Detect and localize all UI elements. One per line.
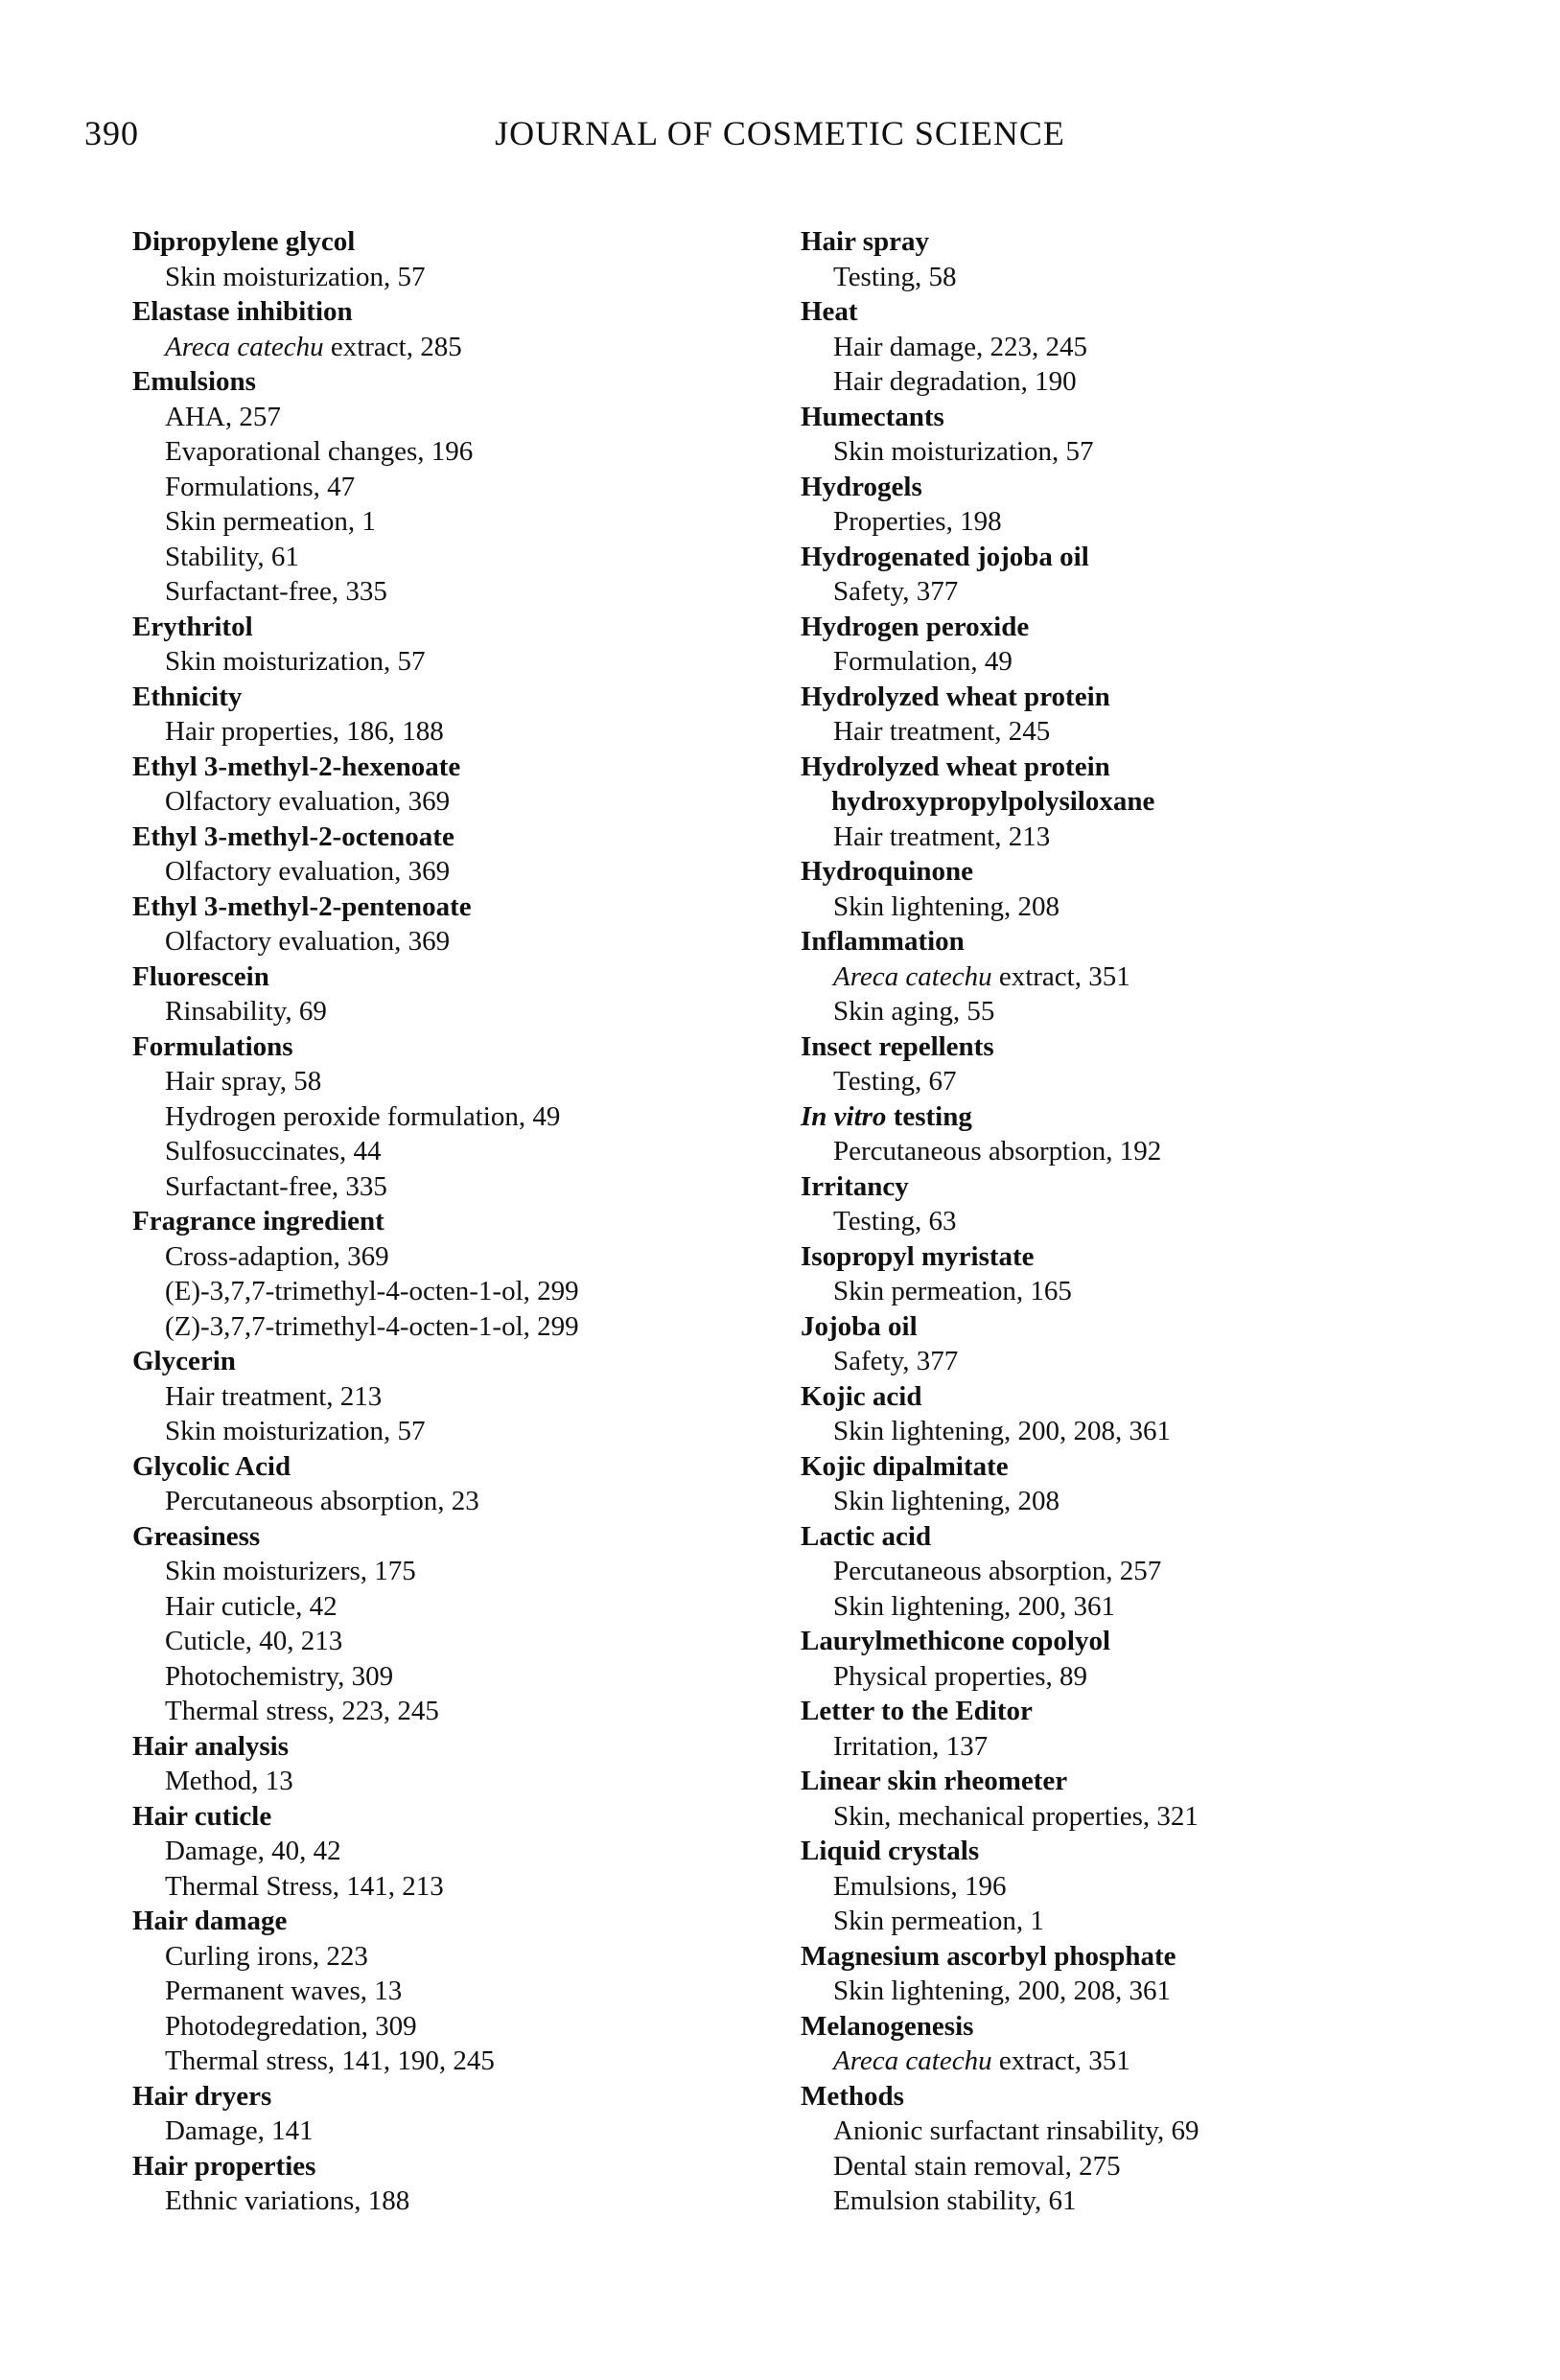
index-entry [801,1449,1433,1519]
index-subentry: Damage, 141 [165,2115,314,2146]
index-column-left [132,224,765,2219]
index-subentry: Thermal stress, 223, 245 [165,1696,439,1726]
index-subentry: Hair properties, 186, 188 [165,716,444,747]
index-entry [132,1799,765,1905]
index-term-text: Lactic acid [801,1520,932,1552]
index-term-text: Melanogenesis [801,2010,974,2042]
index-subentry: Skin moisturization, 57 [833,436,1094,467]
index-term-text: Humectants [801,401,944,432]
index-subentry: Hair treatment, 213 [165,1380,383,1412]
index-entry [132,1449,765,1519]
index-term [801,1099,1433,1135]
index-term-text: Formulations [132,1030,293,1062]
index-term [132,1344,765,1379]
index-entry [132,224,765,294]
index-subentry: Hair spray, 58 [165,1066,322,1097]
index-term-text: Hair damage [132,1906,288,1936]
index-subentry: Hair treatment, 213 [833,820,1051,852]
index-subentry: Skin moisturizers, 175 [165,1556,416,1586]
index-entry [132,610,765,680]
index-term [801,1029,1433,1065]
index-subentry: Percutaneous absorption, 257 [833,1556,1162,1586]
index-subentry: Cuticle, 40, 213 [165,1626,343,1656]
index-term-text: Hair dryers [132,2080,272,2112]
index-entry [801,1834,1433,1939]
index-term [801,540,1433,575]
index-entry [132,1519,765,1729]
index-entry [132,750,765,820]
index-term [132,1799,765,1835]
index-entry [801,680,1433,750]
index-term-text: Letter to the Editor [801,1696,1033,1726]
index-term-text: Irritancy [801,1170,909,1202]
index-term-text: Insect repellents [801,1030,994,1062]
index-term [801,2009,1433,2045]
index-term-text: Hydrolyzed wheat protein [801,751,1110,782]
index-entry [801,540,1433,610]
index-subentry: Hair damage, 223, 245 [833,331,1087,362]
index-term-text: Hair analysis [132,1730,290,1762]
index-subentry: Skin, mechanical properties, 321 [833,1800,1199,1832]
index-subentry-text: extract, 351 [991,960,1130,992]
index-entry [132,1029,765,1205]
index-subentry: Skin moisturization, 57 [165,1416,426,1446]
index-entry [132,364,765,610]
index-subentry: Hair degradation, 190 [833,366,1077,397]
index-term [132,2149,765,2184]
index-term-text: Hydrolyzed wheat protein [801,681,1110,712]
index-subentry: AHA, 257 [165,401,281,432]
index-subentry: Photodegredation, 309 [165,2010,417,2042]
index-term-text: Isopropyl myristate [801,1240,1035,1272]
index-term-text: Heat [801,296,858,327]
index-term [132,750,765,785]
index-entry [132,1204,765,1344]
index-entry [132,1729,765,1799]
index-subentry: Skin lightening, 208 [833,890,1060,922]
index-term [132,294,765,330]
index-entry [801,1939,1433,2009]
index-term-text: Linear skin rheometer [801,1766,1068,1796]
index-subentry: Skin lightening, 200, 208, 361 [833,1416,1172,1446]
index-subentry: Emulsions, 196 [833,1870,1007,1902]
index-term-text: Ethyl 3-methyl-2-hexenoate [132,751,461,782]
index-subentry: Skin moisturization, 57 [165,646,426,677]
index-subentry: Evaporational changes, 196 [165,436,474,467]
index-subentry: Cross-adaption, 369 [165,1240,389,1272]
page-header [84,113,1476,161]
index-subentry: Physical properties, 89 [833,1660,1087,1692]
index-entry [801,1379,1433,1449]
index-subentry: Hydrogen peroxide formulation, 49 [165,1100,561,1132]
index-term-text: Liquid crystals [801,1836,980,1866]
index-subentry: Curling irons, 223 [165,1940,368,1972]
index-entry [132,890,765,959]
index-entry [132,1344,765,1449]
index-subentry-text: extract, 285 [323,331,462,362]
index-entry [132,2149,765,2219]
index-term [132,1449,765,1485]
index-entry [801,1764,1433,1834]
index-entry [801,1239,1433,1309]
index-term [132,680,765,715]
index-entry [801,610,1433,680]
index-term [132,820,765,855]
page-number: 390 [84,114,139,152]
index-subentry: Percutaneous absorption, 192 [833,1136,1162,1167]
index-subentry [132,330,765,365]
index-term [801,750,1433,785]
index-term-text: Hydroquinone [801,856,973,887]
index-entry [132,294,765,364]
index-term [132,610,765,645]
index-term [801,1239,1433,1275]
index-term-text: Ethnicity [132,681,243,712]
index-term [132,1519,765,1555]
index-entry [801,1624,1433,1694]
index-subentry-italic: Areca catechu [833,960,992,992]
index-term [801,1939,1433,1975]
index-entry [801,1099,1433,1169]
index-subentry: Skin permeation, 1 [165,506,376,537]
index-subentry: Emulsion stability, 61 [833,2185,1077,2216]
index-subentry-italic: Areca catechu [165,331,324,362]
index-term [801,1169,1433,1205]
index-term-text: Inflammation [801,926,965,957]
index-subentry: Testing, 58 [833,261,957,292]
index-column-right [801,224,1433,2219]
index-subentry: Testing, 63 [833,1206,957,1236]
index-term-text: Glycolic Acid [132,1450,291,1482]
index-term-text: Hydrogen peroxide [801,611,1030,642]
index-entry [801,854,1433,924]
index-subentry: Photochemistry, 309 [165,1660,394,1692]
index-subentry: Formulation, 49 [833,646,1013,677]
index-subentry: Skin permeation, 1 [833,1906,1044,1936]
index-subentry: Sulfosuccinates, 44 [165,1136,382,1167]
index-entry [801,1169,1433,1239]
index-term-text: Magnesium ascorbyl phosphate [801,1940,1176,1972]
index-subentry: Hair cuticle, 42 [165,1590,338,1622]
index-term-text: Greasiness [132,1520,261,1552]
index-term-text: Hair spray [801,226,929,257]
journal-title: JOURNAL OF COSMETIC SCIENCE [495,114,1065,152]
index-term [801,1519,1433,1555]
index-term-text: Kojic dipalmitate [801,1450,1009,1482]
index-subentry: (E)-3,7,7-trimethyl-4-octen-1-ol, 299 [165,1276,579,1306]
index-entry [801,1309,1433,1379]
index-term-italic: In vitro [801,1100,887,1132]
index-subentry [801,959,1433,995]
index-term [132,2079,765,2114]
index-subentry: Surfactant-free, 335 [165,1170,387,1202]
index-entry [801,470,1433,540]
index-subentry: Rinsability, 69 [165,996,327,1027]
index-entry [132,959,765,1029]
index-term [132,1204,765,1239]
index-term-text: Fluorescein [132,960,269,992]
index-entry [801,1029,1433,1099]
index-entry [801,224,1433,294]
index-subentry: Thermal stress, 141, 190, 245 [165,2045,495,2076]
index-term-text: Hydrogenated jojoba oil [801,541,1089,572]
index-subentry: Skin lightening, 208 [833,1486,1060,1516]
index-term-text: Laurylmethicone copolyol [801,1626,1111,1656]
index-subentry: Skin aging, 55 [833,996,995,1027]
index-entry [801,294,1433,400]
index-subentry: Irritation, 137 [833,1730,989,1762]
index-subentry: Skin moisturization, 57 [165,261,426,292]
index-subentry: Skin lightening, 200, 361 [833,1590,1116,1622]
index-entry [801,924,1433,1029]
index-term-text: Dipropylene glycol [132,226,356,257]
index-term-text: Jojoba oil [801,1310,918,1342]
index-term [132,1029,765,1065]
index-term-text: Methods [801,2080,904,2112]
index-entry [801,400,1433,470]
index-subentry: Method, 13 [165,1766,293,1796]
index-subentry: Skin permeation, 165 [833,1276,1072,1306]
index-subentry: Dental stain removal, 275 [833,2150,1121,2182]
index-term [801,470,1433,505]
index-subentry: Stability, 61 [165,541,299,572]
index-term [801,1449,1433,1485]
index-entry [132,680,765,750]
index-term [801,1309,1433,1345]
index-term-text: Erythritol [132,611,253,642]
index-subentry: Hair treatment, 245 [833,716,1051,747]
index-term [132,1729,765,1765]
index-entry [132,2079,765,2149]
index-subentry: (Z)-3,7,7-trimethyl-4-octen-1-ol, 299 [165,1310,579,1342]
index-term-text: Hair cuticle [132,1800,272,1832]
index-term [801,610,1433,645]
index-subentry: Safety, 377 [833,1346,959,1376]
index-subentry: Permanent waves, 13 [165,1976,403,2006]
index-term [132,224,765,260]
index-subentry: Skin lightening, 200, 208, 361 [833,1976,1172,2006]
index-term [132,1904,765,1939]
index-subentry: Surfactant-free, 335 [165,576,387,607]
index-term [132,959,765,995]
index-term [132,890,765,925]
index-subentry: Percutaneous absorption, 23 [165,1486,479,1516]
index-term [801,2079,1433,2114]
index-term [801,1834,1433,1869]
index-term-text: Ethyl 3-methyl-2-octenoate [132,820,454,852]
index-term-text: testing [886,1100,972,1132]
index-subentry [801,2044,1433,2079]
index-term [132,364,765,400]
index-subentry: Ethnic variations, 188 [165,2185,410,2216]
index-term [801,854,1433,890]
index-term-text: Fragrance ingredient [132,1206,384,1236]
index-term-text: Elastase inhibition [132,296,353,327]
index-entry [132,1904,765,2079]
index-term [801,1764,1433,1799]
index-term [801,1624,1433,1659]
index-entry [801,1519,1433,1625]
index-term-text: Emulsions [132,366,256,397]
index-term-text: Kojic acid [801,1380,922,1412]
index-subentry: Olfactory evaluation, 369 [165,856,451,887]
index-term [801,400,1433,435]
index-subentry: Olfactory evaluation, 369 [165,786,451,817]
index-entry [801,2079,1433,2219]
index-subentry: Anionic surfactant rinsability, 69 [833,2115,1199,2146]
index-term [801,294,1433,330]
index-term [801,680,1433,715]
index-term-text: Glycerin [132,1346,236,1376]
index-term-text: Hair properties [132,2150,316,2182]
index-entry [801,2009,1433,2079]
index-term [801,1379,1433,1415]
index-subentry: Properties, 198 [833,506,1002,537]
index-subentry-italic: Areca catechu [833,2045,992,2076]
index-entry [801,750,1433,855]
index-subentry: Testing, 67 [833,1066,957,1097]
index-term-continuation: hydroxypropylpolysiloxane [831,786,1155,817]
index-term-text: Hydrogels [801,471,922,502]
index-subentry: Thermal Stress, 141, 213 [165,1870,444,1902]
index-term [801,1694,1433,1729]
index-entry [132,820,765,890]
index-subentry: Olfactory evaluation, 369 [165,926,451,957]
index-term [801,924,1433,959]
index-subentry: Safety, 377 [833,576,959,607]
index-entry [801,1694,1433,1764]
index-term [801,224,1433,260]
index-subentry: Formulations, 47 [165,471,356,502]
index-term-text: Ethyl 3-methyl-2-pentenoate [132,890,472,922]
index-subentry-text: extract, 351 [991,2045,1130,2076]
index-subentry: Damage, 40, 42 [165,1836,341,1866]
